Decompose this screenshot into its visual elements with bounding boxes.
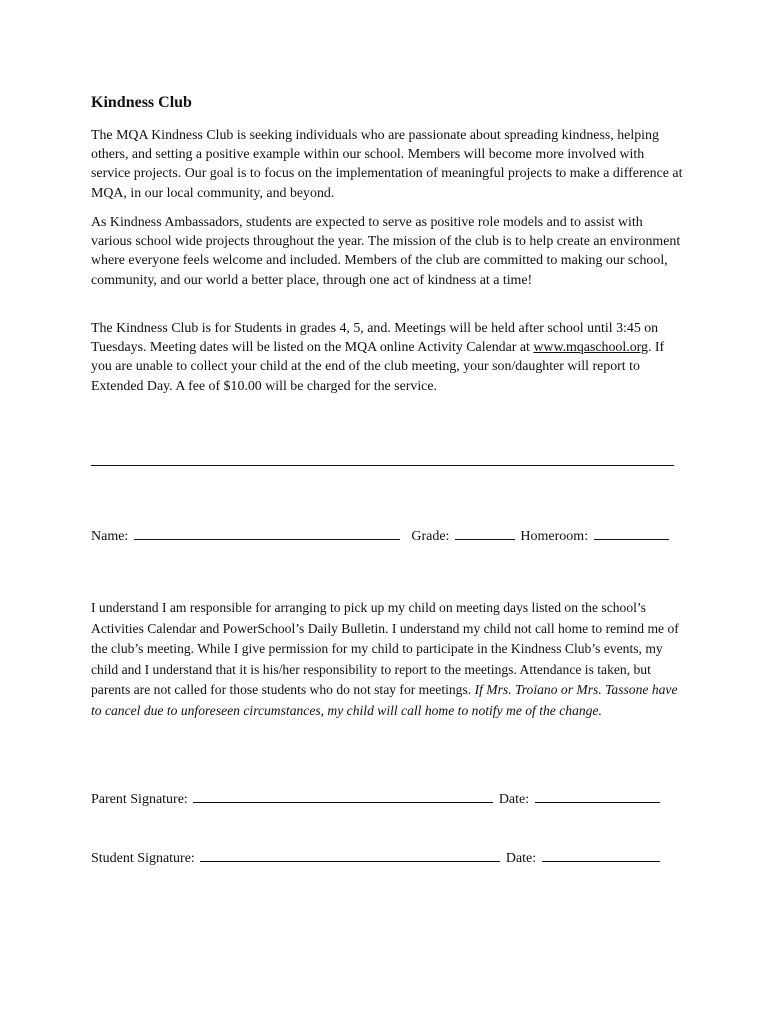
student-date-field[interactable] bbox=[542, 849, 660, 862]
schedule-text-after-link: . If you are unable to collect your child at the end of the club meeting, your son/daughter will report to Extended Day. A fee of $10.00 will be charged for the service. bbox=[91, 340, 665, 394]
student-signature-field[interactable] bbox=[200, 849, 500, 862]
name-field[interactable] bbox=[134, 527, 400, 540]
parent-signature-field[interactable] bbox=[193, 790, 493, 803]
grade-field[interactable] bbox=[455, 527, 515, 540]
student-date-label: Date: bbox=[505, 851, 537, 866]
schedule-paragraph bbox=[91, 319, 686, 396]
student-info-row bbox=[91, 527, 671, 545]
name-label: Name: bbox=[91, 529, 129, 544]
cancellation-note: If Mrs. Troiano or Mrs. Tassone have to cancel due to unforeseen circumstances, my child will call home to notify me of the change. bbox=[91, 682, 678, 718]
cut-line-divider bbox=[91, 465, 674, 466]
school-website-link[interactable]: www.mqaschool.org bbox=[533, 340, 648, 356]
homeroom-label: Homeroom: bbox=[520, 529, 589, 544]
parent-agreement-paragraph bbox=[91, 598, 686, 722]
parent-signature-row bbox=[91, 790, 662, 808]
schedule-text-before-link: The Kindness Club is for Students in grades 4, 5, and. Meetings will be held after school until 3:45 on Tuesdays. Meeting dates will be listed on the MQA online Activity Calendar at bbox=[91, 321, 659, 356]
parent-date-label: Date: bbox=[498, 792, 530, 807]
student-signature-label: Student Signature: bbox=[91, 851, 195, 866]
intro-paragraph: The MQA Kindness Club is seeking individuals who are passionate about spreading kindness, helping others, and setting a positive example within our school. Members will become more involved with service projects. Our goal is to focus on the implementation of meaningful projects to make a difference at MQA, in our local community, and beyond. bbox=[91, 128, 683, 201]
page-title: Kindness Club bbox=[91, 94, 192, 111]
parent-date-field[interactable] bbox=[535, 790, 660, 803]
grade-label: Grade: bbox=[411, 529, 450, 544]
ambassadors-paragraph: As Kindness Ambassadors, students are expected to serve as positive role models and to assist with various school wide projects throughout the year. The mission of the club is to help create an environment where everyone feels welcome and included. Members of the club are committed to making our school, community, and our world a better place, through one act of kindness at a time! bbox=[91, 215, 681, 288]
parent-signature-label: Parent Signature: bbox=[91, 792, 188, 807]
agreement-text: I understand I am responsible for arranging to pick up my child on meeting days listed on the school’s Activities Calendar and PowerSchool’s Daily Bulletin. I understand my child not call home to remind me of the club’s meeting. While I give permission for my child to participate in the Kindness Club’s events, my child and I understand that it is his/her responsibility to report to the meetings. Attendance is taken, but parents are not called for those students who do not stay for meetings. bbox=[91, 600, 679, 698]
student-signature-row bbox=[91, 849, 662, 867]
homeroom-field[interactable] bbox=[594, 527, 669, 540]
